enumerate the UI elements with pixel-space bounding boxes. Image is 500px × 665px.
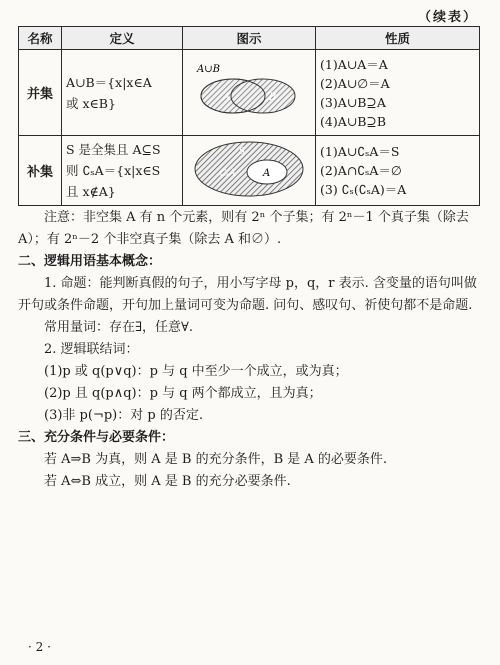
- header-name: 名称: [19, 27, 62, 50]
- universal-set-label: S: [239, 147, 246, 157]
- property-item: (2)A∪∅＝A: [320, 75, 390, 91]
- section-heading-logic: 二、逻辑用语基本概念：: [18, 254, 162, 269]
- row-definition: [62, 136, 183, 206]
- connective-and: (2)p 且 q(p∧q)：p 与 q 两个都成立，且为真；: [44, 386, 322, 401]
- header-properties: 性质: [316, 27, 480, 50]
- complement-label: ∁ₛA: [219, 168, 236, 179]
- definition-line: 或 x∈B}: [66, 95, 116, 111]
- union-venn-diagram: [183, 50, 316, 136]
- definition-line: 则 ∁ₛA＝{x|x∈S: [66, 163, 161, 178]
- connective-not: (3)非 p(¬p)：对 p 的否定.: [44, 408, 203, 423]
- property-item: (2)A∩∁ₛA＝∅: [320, 163, 402, 178]
- set-a-label: A: [223, 92, 231, 103]
- definition-line: 且 x∉A}: [66, 184, 116, 199]
- quantifiers-line: 常用量词：存在∃，任意∀.: [44, 320, 194, 335]
- section-heading-conditions: 三、充分条件与必要条件：: [18, 430, 175, 445]
- union-label: A∪B: [197, 64, 220, 75]
- sufficient-condition: 若 A⇒B 为真，则 A 是 B 的充分条件，B 是 A 的必要条件.: [44, 452, 388, 467]
- set-b-ellipse: [231, 79, 295, 113]
- property-item: (3)A∪B⊇A: [320, 94, 386, 110]
- definition-line: S 是全集且 A⊆S: [66, 142, 161, 157]
- row-name: 并集: [19, 50, 62, 136]
- continuation-label: （续表）: [417, 10, 478, 25]
- header-definition: 定义: [62, 27, 183, 50]
- row-name: 补集: [19, 136, 62, 206]
- row-definition: [62, 50, 183, 136]
- property-item: (4)A∪B⊇B: [320, 113, 387, 129]
- property-item: (3) ∁ₛ(∁ₛA)＝A: [320, 182, 407, 197]
- page-number: · 2 ·: [28, 640, 51, 654]
- connective-or: (1)p 或 q(p∨q)：p 与 q 中至少一个成立，或为真；: [44, 364, 348, 379]
- table-row-union: [19, 50, 480, 136]
- table-row-complement: [19, 136, 480, 206]
- complement-venn-diagram: [183, 136, 316, 206]
- main-text: [18, 207, 480, 493]
- property-item: (1)A∪∁ₛA＝S: [320, 144, 400, 159]
- table-header-row: [19, 27, 480, 50]
- header-figure: 图示: [183, 27, 316, 50]
- definition-line: A∪B＝{x|x∈A: [66, 74, 152, 90]
- venn-union-svg: [189, 56, 309, 126]
- row-properties: [316, 136, 480, 206]
- connectives-heading: 2. 逻辑联结词：: [44, 342, 139, 357]
- set-b-label: B: [269, 92, 277, 103]
- venn-complement-svg: [189, 138, 309, 200]
- note-paragraph: 注意：非空集 A 有 n 个元素，则有 2ⁿ 个子集；有 2ⁿ－1 个真子集（除去 A）；有 2ⁿ－2 个非空真子集（除去 A 和∅）.: [18, 210, 469, 247]
- row-properties: [316, 50, 480, 136]
- set-a-label: A: [263, 168, 271, 179]
- necessary-sufficient-condition: 若 A⇔B 成立，则 A 是 B 的充分必要条件.: [44, 474, 291, 489]
- proposition-paragraph: 1. 命题：能判断真假的句子，用小写字母 p，q，r 表示. 含变量的语句叫做开句或条件命题，开句加上量词可变为命题. 问句、感叹句、祈使句都不是命题.: [18, 276, 477, 313]
- property-item: (1)A∪A＝A: [320, 56, 388, 72]
- set-operations-table: [18, 26, 480, 206]
